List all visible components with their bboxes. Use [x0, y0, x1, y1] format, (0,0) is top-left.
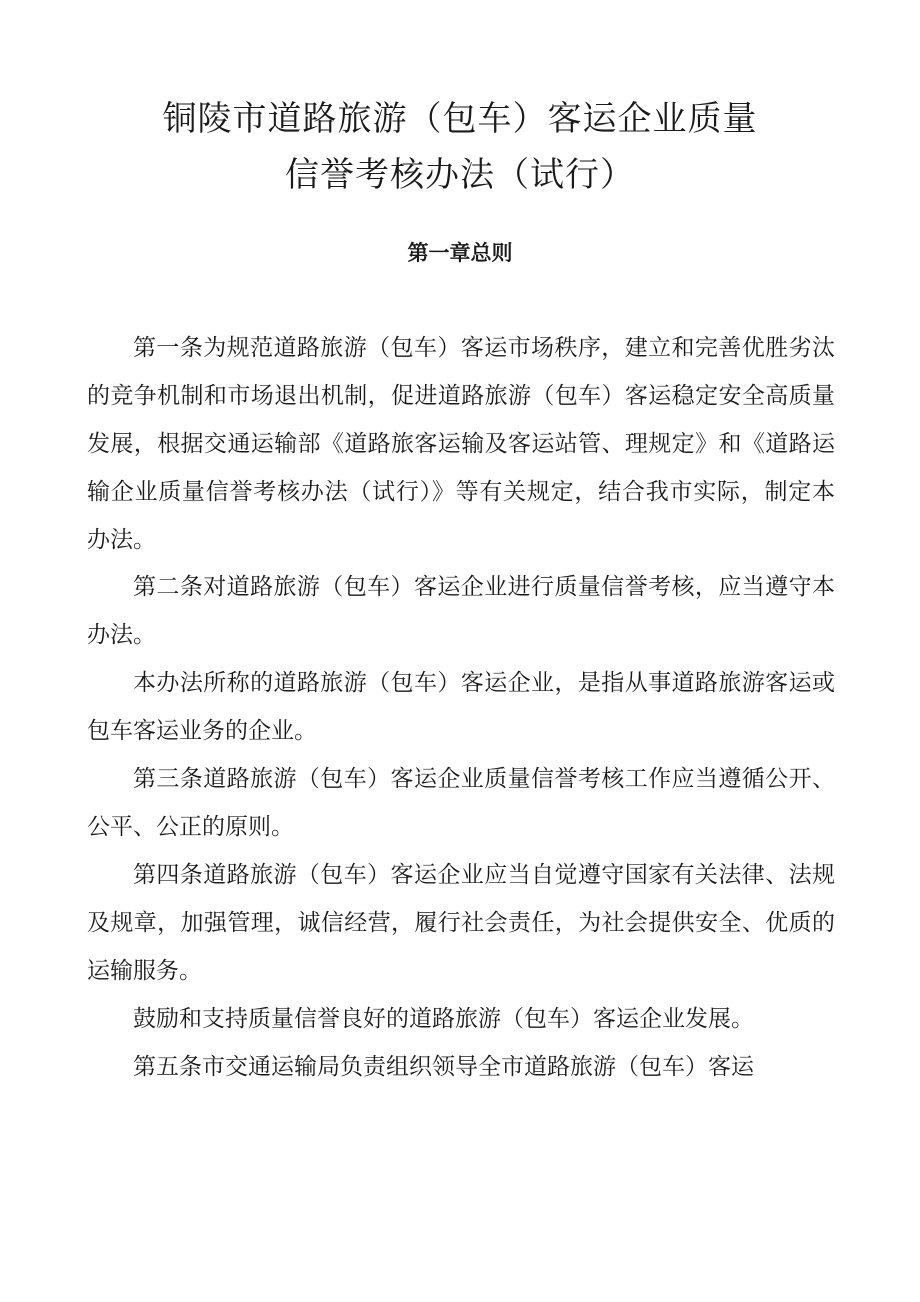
paragraph-7-line-1: 第五条市交通运输局负责组织领导全市道路旅游（包车）客运	[133, 1054, 754, 1080]
paragraph-1-line-1: 第一条为规范道路旅游（包车）客运市场秩序，建立和完善优胜劣汰	[133, 335, 835, 361]
paragraph-1-line-2: 的竞争机制和市场退出机制，促进道路旅游（包车）客运稳定安全高质量	[87, 383, 835, 409]
paragraph-5-line-2: 及规章，加强管理，诚信经营，履行社会责任，为社会提供安全、优质的	[87, 910, 835, 936]
paragraph-1-line-5: 办法。	[87, 527, 156, 553]
paragraph-2-line-1: 第二条对道路旅游（包车）客运企业进行质量信誉考核，应当遵守本	[133, 574, 835, 600]
paragraph-3-line-1: 本办法所称的道路旅游（包车）客运企业，是指从事道路旅游客运或	[133, 670, 835, 696]
document-title-line-1: 铜陵市道路旅游（包车）客运企业质量	[162, 99, 758, 139]
paragraph-1-line-4: 输企业质量信誉考核办法（试行）》等有关规定，结合我市实际，制定本	[87, 479, 835, 505]
paragraph-5-line-1: 第四条道路旅游（包车）客运企业应当自觉遵守国家有关法律、法规	[133, 862, 835, 888]
paragraph-6-line-1: 鼓励和支持质量信誉良好的道路旅游（包车）客运企业发展。	[133, 1006, 754, 1032]
paragraph-4-line-1: 第三条道路旅游（包车）客运企业质量信誉考核工作应当遵循公开、	[133, 766, 835, 792]
chapter-heading: 第一章总则	[407, 241, 513, 265]
document-title-line-2: 信誉考核办法（试行）	[285, 155, 635, 195]
paragraph-5-line-3: 运输服务。	[87, 958, 202, 984]
paragraph-3-line-2: 包车客运业务的企业。	[87, 718, 317, 744]
paragraph-4-line-2: 公平、公正的原则。	[87, 814, 294, 840]
paragraph-1-line-3: 发展，根据交通运输部《道路旅客运输及客运站管、理规定》和《道路运	[87, 431, 835, 457]
paragraph-2-line-2: 办法。	[87, 622, 156, 648]
